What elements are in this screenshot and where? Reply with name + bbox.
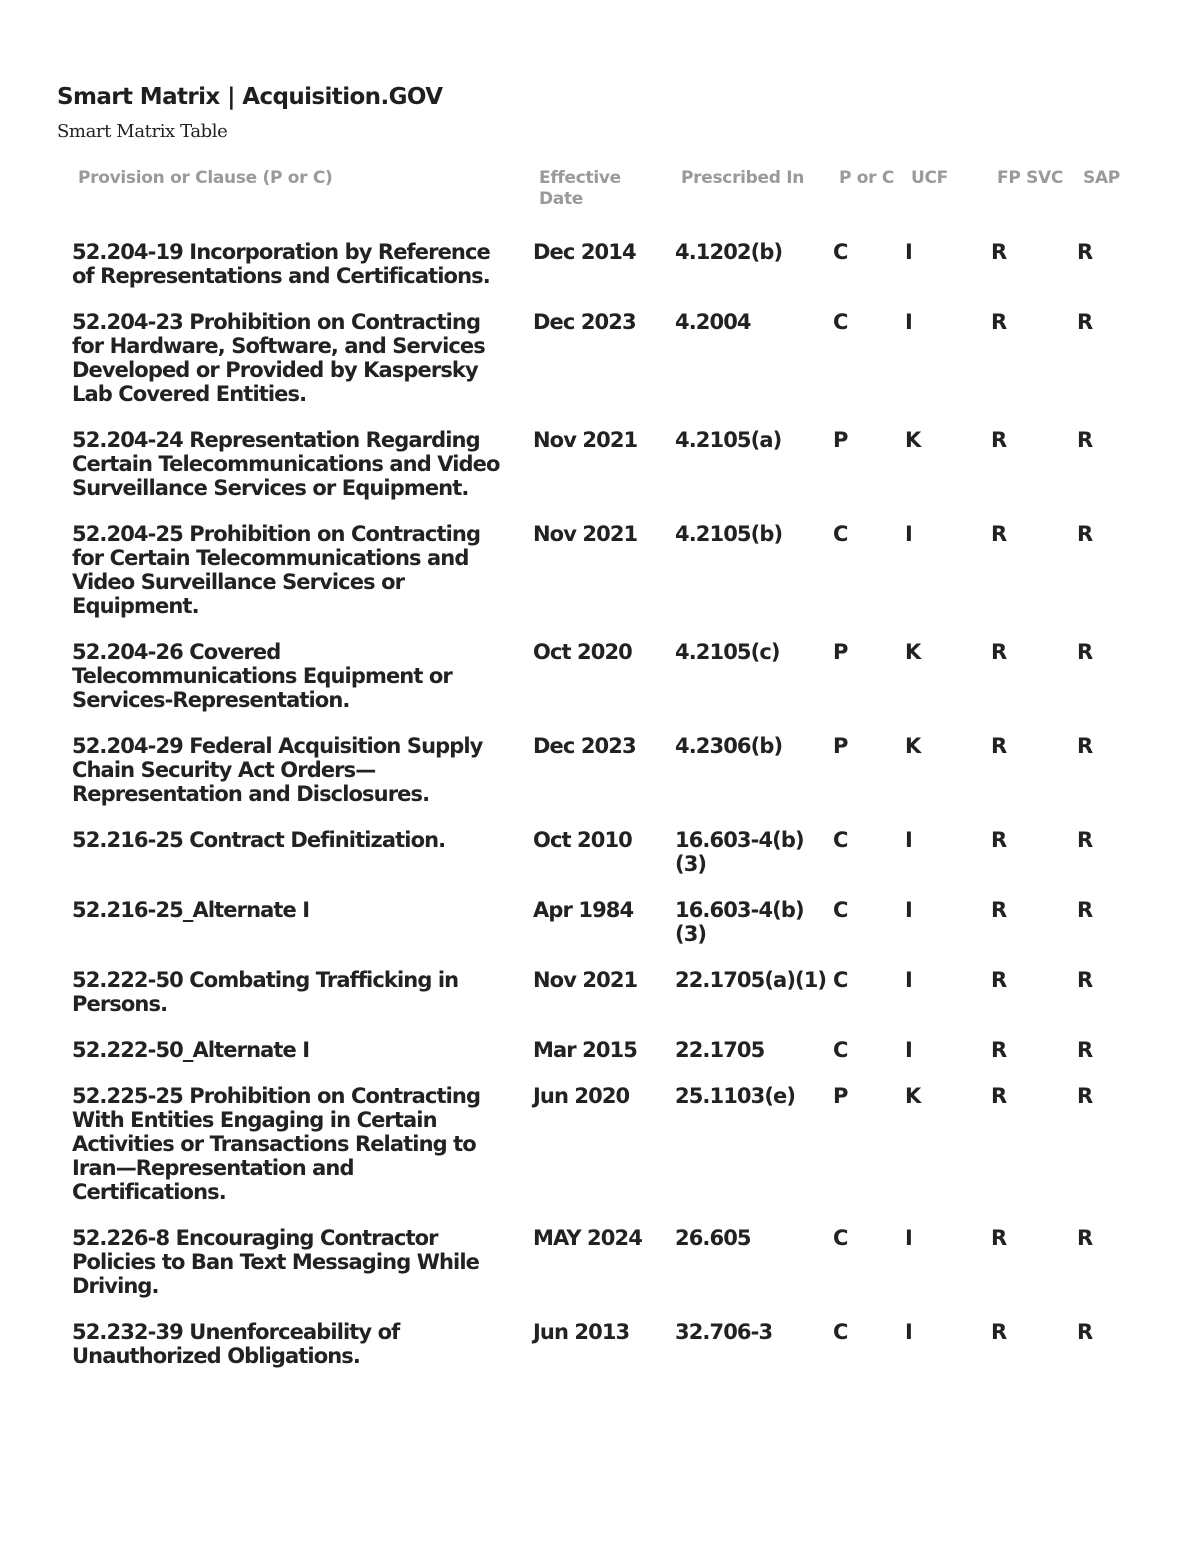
table-header xyxy=(70,168,1140,240)
table-row xyxy=(70,734,1140,828)
effective-date-cell: Oct 2020 xyxy=(533,640,632,664)
table-row xyxy=(70,1084,1140,1226)
clause-cell: 52.225-25 Prohibition on Contracting With Entities Engaging in Certain Activities or Transactions Relating to Iran—Representation and Certifications. xyxy=(72,1084,481,1204)
sap-cell: R xyxy=(1077,428,1093,452)
smart-matrix-table xyxy=(70,168,1140,1390)
clause-cell: 52.216-25_Alternate I xyxy=(72,898,310,922)
ucf-cell: I xyxy=(905,1226,912,1250)
table-row xyxy=(70,240,1140,310)
table-row xyxy=(70,522,1140,640)
fp-svc-cell: R xyxy=(991,1084,1007,1108)
effective-date-cell: Oct 2010 xyxy=(533,828,632,852)
p-or-c-cell: P xyxy=(833,640,848,664)
table-row xyxy=(70,968,1140,1038)
effective-date-cell: Nov 2021 xyxy=(533,428,638,452)
effective-date-cell: Dec 2023 xyxy=(533,734,636,758)
clause-cell: 52.204-19 Incorporation by Reference of Representations and Certifications. xyxy=(72,240,490,288)
p-or-c-cell: P xyxy=(833,1084,848,1108)
ucf-cell: K xyxy=(905,734,921,758)
ucf-cell: K xyxy=(905,428,921,452)
ucf-cell: I xyxy=(905,310,912,334)
sap-cell: R xyxy=(1077,734,1093,758)
sap-cell: R xyxy=(1077,240,1093,264)
effective-date-cell: Mar 2015 xyxy=(533,1038,637,1062)
column-header-prescribed-in: Prescribed In xyxy=(681,168,805,188)
p-or-c-cell: C xyxy=(833,240,848,264)
clause-cell: 52.226-8 Encouraging Contractor Policies to Ban Text Messaging While Driving. xyxy=(72,1226,479,1298)
fp-svc-cell: R xyxy=(991,1226,1007,1250)
fp-svc-cell: R xyxy=(991,240,1007,264)
fp-svc-cell: R xyxy=(991,968,1007,992)
fp-svc-cell: R xyxy=(991,1320,1007,1344)
fp-svc-cell: R xyxy=(991,310,1007,334)
p-or-c-cell: C xyxy=(833,1320,848,1344)
p-or-c-cell: C xyxy=(833,1038,848,1062)
effective-date-cell: Dec 2014 xyxy=(533,240,636,264)
ucf-cell: I xyxy=(905,968,912,992)
table-row xyxy=(70,1320,1140,1390)
clause-cell: 52.222-50 Combating Trafficking in Persons. xyxy=(72,968,459,1016)
column-header-sap: SAP xyxy=(1083,168,1120,188)
prescribed-in-cell: 22.1705(a)(1) xyxy=(675,968,827,992)
effective-date-cell: Jun 2020 xyxy=(533,1084,630,1108)
clause-cell: 52.204-26 Covered Telecommunications Equipment or Services-Representation. xyxy=(72,640,452,712)
prescribed-in-cell: 32.706-3 xyxy=(675,1320,773,1344)
fp-svc-cell: R xyxy=(991,1038,1007,1062)
effective-date-cell: Dec 2023 xyxy=(533,310,636,334)
ucf-cell: I xyxy=(905,898,912,922)
prescribed-in-cell: 16.603-4(b)(3) xyxy=(675,828,804,876)
effective-date-cell: Apr 1984 xyxy=(533,898,634,922)
prescribed-in-cell: 4.2105(c) xyxy=(675,640,780,664)
page-subtitle: Smart Matrix Table xyxy=(57,121,228,142)
column-header-clause: Provision or Clause (P or C) xyxy=(78,168,333,188)
p-or-c-cell: C xyxy=(833,898,848,922)
ucf-cell: K xyxy=(905,1084,921,1108)
sap-cell: R xyxy=(1077,898,1093,922)
sap-cell: R xyxy=(1077,1084,1093,1108)
table-body xyxy=(70,240,1140,1390)
fp-svc-cell: R xyxy=(991,522,1007,546)
column-header-ucf: UCF xyxy=(911,168,948,188)
column-header-effective-date: Effective Date xyxy=(539,168,621,209)
clause-cell: 52.204-23 Prohibition on Contracting for Hardware, Software, and Services Developed or Provided by Kaspersky Lab Covered Entities. xyxy=(72,310,485,406)
prescribed-in-cell: 4.2105(b) xyxy=(675,522,783,546)
clause-cell: 52.204-24 Representation Regarding Certain Telecommunications and Video Surveillance Services or Equipment. xyxy=(72,428,500,500)
p-or-c-cell: C xyxy=(833,522,848,546)
prescribed-in-cell: 4.2306(b) xyxy=(675,734,783,758)
fp-svc-cell: R xyxy=(991,428,1007,452)
sap-cell: R xyxy=(1077,1038,1093,1062)
table-row xyxy=(70,310,1140,428)
sap-cell: R xyxy=(1077,1320,1093,1344)
p-or-c-cell: P xyxy=(833,734,848,758)
ucf-cell: K xyxy=(905,640,921,664)
header-row xyxy=(70,168,1140,240)
table-row xyxy=(70,640,1140,734)
p-or-c-cell: C xyxy=(833,1226,848,1250)
p-or-c-cell: P xyxy=(833,428,848,452)
ucf-cell: I xyxy=(905,240,912,264)
table-row xyxy=(70,1038,1140,1084)
sap-cell: R xyxy=(1077,828,1093,852)
table-row xyxy=(70,1226,1140,1320)
ucf-cell: I xyxy=(905,1320,912,1344)
effective-date-cell: Nov 2021 xyxy=(533,968,638,992)
fp-svc-cell: R xyxy=(991,640,1007,664)
prescribed-in-cell: 16.603-4(b)(3) xyxy=(675,898,804,946)
ucf-cell: I xyxy=(905,522,912,546)
clause-cell: 52.232-39 Unenforceability of Unauthorized Obligations. xyxy=(72,1320,400,1368)
table-row xyxy=(70,828,1140,898)
page-title: Smart Matrix | Acquisition.GOV xyxy=(57,84,443,110)
sap-cell: R xyxy=(1077,968,1093,992)
table-row xyxy=(70,898,1140,968)
p-or-c-cell: C xyxy=(833,310,848,334)
column-header-fp-svc: FP SVC xyxy=(997,168,1064,188)
p-or-c-cell: C xyxy=(833,968,848,992)
effective-date-cell: Nov 2021 xyxy=(533,522,638,546)
clause-cell: 52.216-25 Contract Definitization. xyxy=(72,828,446,852)
prescribed-in-cell: 4.2105(a) xyxy=(675,428,782,452)
sap-cell: R xyxy=(1077,1226,1093,1250)
prescribed-in-cell: 25.1103(e) xyxy=(675,1084,796,1108)
clause-cell: 52.222-50_Alternate I xyxy=(72,1038,310,1062)
fp-svc-cell: R xyxy=(991,828,1007,852)
ucf-cell: I xyxy=(905,1038,912,1062)
effective-date-cell: MAY 2024 xyxy=(533,1226,642,1250)
prescribed-in-cell: 4.1202(b) xyxy=(675,240,783,264)
ucf-cell: I xyxy=(905,828,912,852)
table-row xyxy=(70,428,1140,522)
prescribed-in-cell: 22.1705 xyxy=(675,1038,765,1062)
prescribed-in-cell: 26.605 xyxy=(675,1226,751,1250)
page-header xyxy=(57,82,442,144)
sap-cell: R xyxy=(1077,310,1093,334)
clause-cell: 52.204-25 Prohibition on Contracting for Certain Telecommunications and Video Surveillance Services or Equipment. xyxy=(72,522,481,618)
p-or-c-cell: C xyxy=(833,828,848,852)
effective-date-cell: Jun 2013 xyxy=(533,1320,630,1344)
clause-cell: 52.204-29 Federal Acquisition Supply Chain Security Act Orders—Representation and Disclosures. xyxy=(72,734,483,806)
prescribed-in-cell: 4.2004 xyxy=(675,310,751,334)
fp-svc-cell: R xyxy=(991,734,1007,758)
fp-svc-cell: R xyxy=(991,898,1007,922)
sap-cell: R xyxy=(1077,522,1093,546)
sap-cell: R xyxy=(1077,640,1093,664)
column-header-p-or-c: P or C xyxy=(839,168,895,188)
